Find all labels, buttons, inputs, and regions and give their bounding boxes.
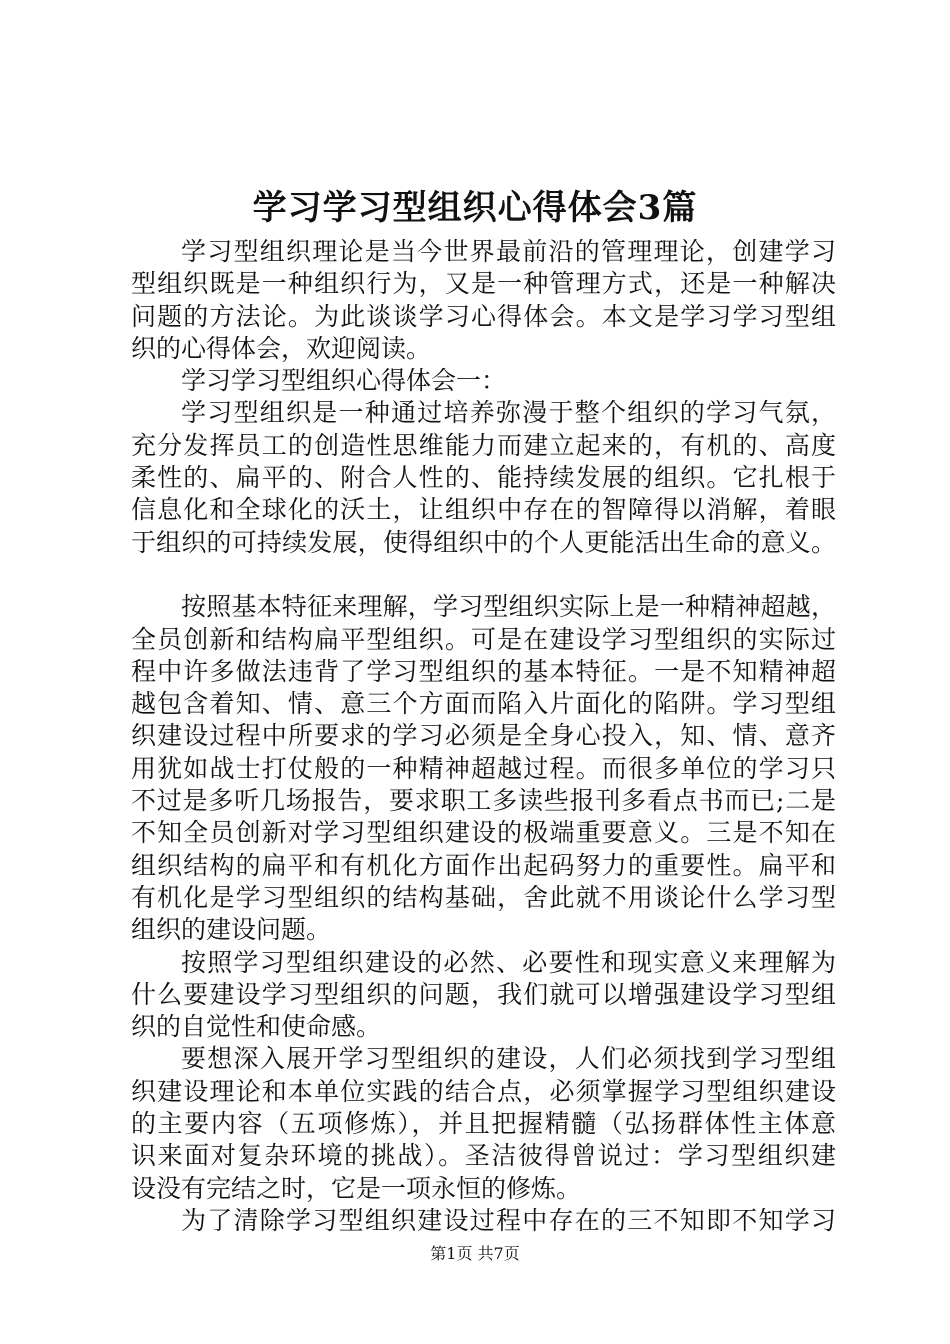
- body-text-line: 学习型组织理论是当今世界最前沿的管理理论，创建学习: [181, 237, 836, 266]
- body-text-line: 充分发挥员工的创造性思维能力而建立起来的，有机的、高度: [131, 430, 836, 460]
- body-text-line: 有机化是学习型组织的结构基础，舍此就不用谈论什么学习型: [131, 882, 836, 912]
- body-text-line: 不过是多听几场报告，要求职工多读些报刊多看点书而已;二是: [131, 786, 836, 816]
- body-text-line: 按照学习型组织建设的必然、必要性和现实意义来理解为: [181, 947, 836, 977]
- body-text-line: 问题的方法论。为此谈谈学习心得体会。本文是学习学习型组: [131, 301, 836, 331]
- body-text-line: 不知全员创新对学习型组织建设的极端重要意义。三是不知在: [131, 818, 836, 848]
- body-text-line: 信息化和全球化的沃土，让组织中存在的智障得以消解，着眼: [131, 495, 836, 525]
- body-text-line: 柔性的、扁平的、附合人性的、能持续发展的组织。它扎根于: [131, 463, 836, 493]
- body-text-line: 什么要建设学习型组织的问题，我们就可以增强建设学习型组: [131, 979, 836, 1009]
- body-text-line: 用犹如战士打仗般的一种精神超越过程。而很多单位的学习只: [131, 753, 836, 783]
- body-text-line: 织的心得体会，欢迎阅读。: [131, 333, 432, 363]
- body-text-line: 要想深入展开学习型组织的建设，人们必须找到学习型组: [181, 1044, 836, 1074]
- body-text-line: 于组织的可持续发展，使得组织中的个人更能活出生命的意义。: [131, 527, 836, 557]
- body-text-line: 学习型组织是一种通过培养弥漫于整个组织的学习气氛，: [181, 398, 836, 428]
- body-text-line: 组织结构的扁平和有机化方面作出起码努力的重要性。扁平和: [131, 850, 836, 880]
- page-footer: 第1页 共7页: [430, 1244, 520, 1263]
- body-text-line: 程中许多做法违背了学习型组织的基本特征。一是不知精神超: [131, 656, 836, 686]
- body-text-line: 型组织既是一种组织行为，又是一种管理方式，还是一种解决: [131, 269, 836, 299]
- body-text-line: 织建设理论和本单位实践的结合点，必须掌握学习型组织建设: [131, 1076, 836, 1106]
- body-text-line: 学习学习型组织心得体会一：: [181, 366, 507, 396]
- blank-line: [131, 559, 836, 591]
- body-text-line: 织的自觉性和使命感。: [131, 1012, 382, 1042]
- document-title: 学习学习型组织心得体会3篇: [252, 188, 698, 228]
- document-body: [131, 236, 836, 1237]
- body-text-line: 越包含着知、情、意三个方面而陷入片面化的陷阱。学习型组: [131, 689, 836, 719]
- body-text-line: 全员创新和结构扁平型组织。可是在建设学习型组织的实际过: [131, 624, 836, 654]
- body-text-line: 组织的建设问题。: [131, 915, 332, 945]
- body-text-line: 设没有完结之时，它是一项永恒的修炼。: [131, 1173, 582, 1203]
- body-text-line: 为了清除学习型组织建设过程中存在的三不知即不知学习: [181, 1205, 836, 1235]
- body-text-line: 识来面对复杂环境的挑战）。圣洁彼得曾说过：学习型组织建: [131, 1141, 836, 1171]
- body-text-line: 的主要内容（五项修炼），并且把握精髓（弘扬群体性主体意: [131, 1109, 836, 1139]
- body-text-line: 按照基本特征来理解，学习型组织实际上是一种精神超越，: [181, 592, 836, 622]
- body-text-line: 织建设过程中所要求的学习必须是全身心投入，知、情、意齐: [131, 721, 836, 751]
